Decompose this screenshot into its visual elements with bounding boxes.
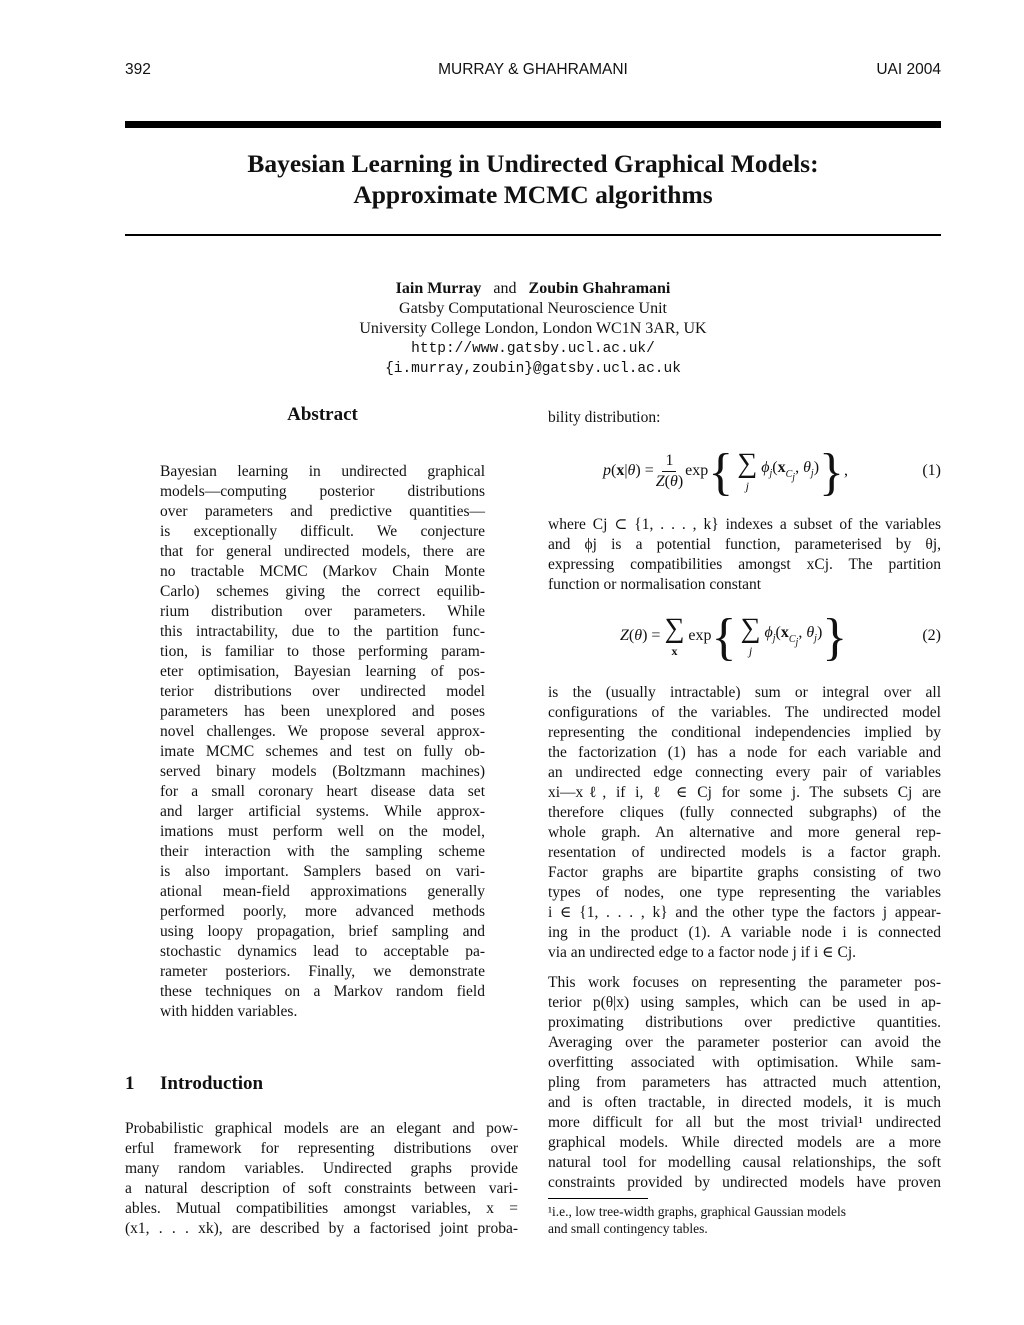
text-line: a natural description of soft constraints between vari- <box>125 1180 518 1197</box>
text-line: served binary models (Boltzmann machines) <box>160 763 485 780</box>
equation-number: (1) <box>922 462 941 479</box>
text-line: and is often tractable, in directed models, it is much <box>548 1094 941 1111</box>
text-line: configurations of the variables. The undirected model <box>548 704 941 721</box>
text-line: whole graph. An alternative and more general rep- <box>548 824 941 841</box>
text-line: many random variables. Undirected graphs provide <box>125 1160 518 1177</box>
text-line: imations must perform well on the model, <box>160 823 485 840</box>
text-line: natural tool for modelling causal relationships, the soft <box>548 1154 941 1171</box>
text-line: Carlo) schemes giving the correct equilib- <box>160 583 485 600</box>
text-line: with hidden variables. <box>160 1003 298 1020</box>
text-line: This work focuses on representing the parameter pos- <box>548 974 941 991</box>
text-line: Averaging over the parameter posterior can avoid the <box>548 1034 941 1051</box>
author-conjunction: and <box>493 280 517 297</box>
text-line: ing in the product (1). A variable node i is connected <box>548 924 941 941</box>
text-line: representing the conditional independencies implied by <box>548 724 941 741</box>
abstract-heading: Abstract <box>287 404 358 425</box>
equation-2: Z(θ) = ∑ x exp { ∑ j $\phi_j(x_{C_j}$, $\theta_j$) } (2) <box>620 609 941 666</box>
text-line: using loopy propagation, brief sampling and <box>160 923 485 940</box>
text-line: is exceptionally difficult. We conjecture <box>160 523 485 540</box>
footnote <box>548 1203 941 1237</box>
text-line: parameters has been unexplored and poses <box>160 703 485 720</box>
text-line: and larger artificial systems. While approx- <box>160 803 485 820</box>
text-line: models—computing posterior distributions <box>160 483 485 500</box>
text-line: (x1, . . . xk), are described by a factorised joint proba- <box>125 1220 518 1237</box>
text-line: proximating distributions over predictive quantities. <box>548 1014 941 1031</box>
text-line: rium distribution over parameters. While <box>160 603 485 620</box>
title-line-1: Bayesian Learning in Undirected Graphical Models: <box>247 149 819 178</box>
text-line: therefore cliques (fully connected subgraphs) of the <box>548 804 941 821</box>
equation-number: (2) <box>922 627 941 644</box>
affiliation: Gatsby Computational Neuroscience Unit <box>399 300 667 317</box>
title-line-2: Approximate MCMC algorithms <box>353 180 713 209</box>
text-line: and ϕj is a potential function, parameterised by θj, <box>548 536 941 553</box>
text-line: graphical models. While directed models are a more <box>548 1134 941 1151</box>
text-line: for a small coronary heart disease data set <box>160 783 485 800</box>
footnote-rule <box>548 1198 648 1199</box>
paragraph-after-eq1 <box>548 515 941 595</box>
text-line: types of nodes, one type representing the variables <box>548 884 941 901</box>
text-line: these techniques on a Markov random field <box>160 983 485 1000</box>
text-line: pling from parameters has attracted much attention, <box>548 1074 941 1091</box>
text-line: their interaction with the sampling scheme <box>160 843 485 860</box>
text-line: bility distribution: <box>548 409 661 426</box>
text-line: expressing compatibilities amongst xCj. The partition <box>548 556 941 573</box>
section-heading <box>125 1073 263 1095</box>
section-number: 1 <box>125 1073 135 1094</box>
text-line: overfitting associated with optimisation. While sam- <box>548 1054 941 1071</box>
author-email[interactable]: {i.murray,zoubin}@gatsby.ucl.ac.uk <box>385 361 681 377</box>
text-line: is also important. Samplers based on vari- <box>160 863 485 880</box>
page-number: 392 <box>125 61 151 78</box>
text-line: stochastic dynamics lead to acceptable pa- <box>160 943 485 960</box>
text-line: is the (usually intractable) sum or integral over all <box>548 684 941 701</box>
text-line: no tractable MCMC (Markov Chain Monte <box>160 563 485 580</box>
text-line: ational mean-field approximations generally <box>160 883 485 900</box>
address: University College London, London WC1N 3AR, UK <box>359 320 707 337</box>
text-line: xi—xℓ, if i, ℓ ∈ Cj for some j. The subsets Cj are <box>548 784 941 801</box>
author-name: Iain Murray <box>395 280 482 297</box>
paper-title <box>125 148 941 210</box>
paragraph-after-eq2 <box>548 683 941 963</box>
text-line: terior distributions over undirected model <box>160 683 485 700</box>
text-line: erful framework for representing distributions over <box>125 1140 518 1157</box>
text-line: Bayesian learning in undirected graphical <box>160 463 485 480</box>
text-line: rameter posteriors. Finally, we demonstrate <box>160 963 485 980</box>
footnote-line: and small contingency tables. <box>548 1221 708 1236</box>
venue-label: UAI 2004 <box>876 61 941 78</box>
text-line: novel challenges. We propose several approx- <box>160 723 485 740</box>
text-line: Probabilistic graphical models are an elegant and pow- <box>125 1120 518 1137</box>
section-title: Introduction <box>160 1073 264 1094</box>
title-top-rule <box>125 121 941 128</box>
running-title: MURRAY & GHAHRAMANI <box>438 61 628 78</box>
text-line: that for general undirected models, there are <box>160 543 485 560</box>
text-line: Factor graphs are bipartite graphs consisting of two <box>548 864 941 881</box>
text-line: i ∈ {1, . . . , k} and the other type the factors j appear- <box>548 904 941 921</box>
abstract-body <box>160 462 485 1022</box>
text-line: resentation of undirected models is a factor graph. <box>548 844 941 861</box>
author-block <box>125 279 941 379</box>
text-line: an undirected edge connecting every pair of variables <box>548 764 941 781</box>
footnote-line: ¹i.e., low tree-width graphs, graphical Gaussian models <box>548 1204 846 1219</box>
author-name: Zoubin Ghahramani <box>528 280 671 297</box>
text-line: function or normalisation constant <box>548 576 762 593</box>
text-line: tion, is familiar to those performing param- <box>160 643 485 660</box>
text-line: imate MCMC schemes and test on fully ob- <box>160 743 485 760</box>
text-line: where Cj ⊂ {1, . . . , k} indexes a subset of the variables <box>548 516 941 533</box>
equation-1: p(x|θ) = $\frac{1}{Z(\theta)}$ exp { ∑ j $\phi_j(x_{C_j}$, $\theta_j$) } , (1) <box>603 444 941 501</box>
paragraph-focus <box>548 973 941 1193</box>
title-bottom-rule <box>125 234 941 236</box>
text-line: via an undirected edge to a factor node j if i ∈ Cj. <box>548 944 857 961</box>
text-line: ables. Mutual compatibilities amongst variables, x = <box>125 1200 518 1217</box>
text-line: performed poorly, more advanced methods <box>160 903 485 920</box>
text-line: more difficult for all but the most trivial¹ undirected <box>548 1114 941 1131</box>
text-line: terior p(θ|x) using samples, which can be used in ap- <box>548 994 941 1011</box>
lead-text <box>548 408 941 428</box>
intro-body <box>125 1119 518 1239</box>
text-line: over parameters and predictive quantities— <box>160 503 485 520</box>
text-line: eter optimisation, Bayesian learning of pos- <box>160 663 485 680</box>
text-line: constraints provided by undirected models have proven <box>548 1174 941 1191</box>
text-line: the factorization (1) has a node for each variable and <box>548 744 941 761</box>
author-url[interactable]: http://www.gatsby.ucl.ac.uk/ <box>411 341 655 357</box>
text-line: this intractability, due to the partition func- <box>160 623 485 640</box>
